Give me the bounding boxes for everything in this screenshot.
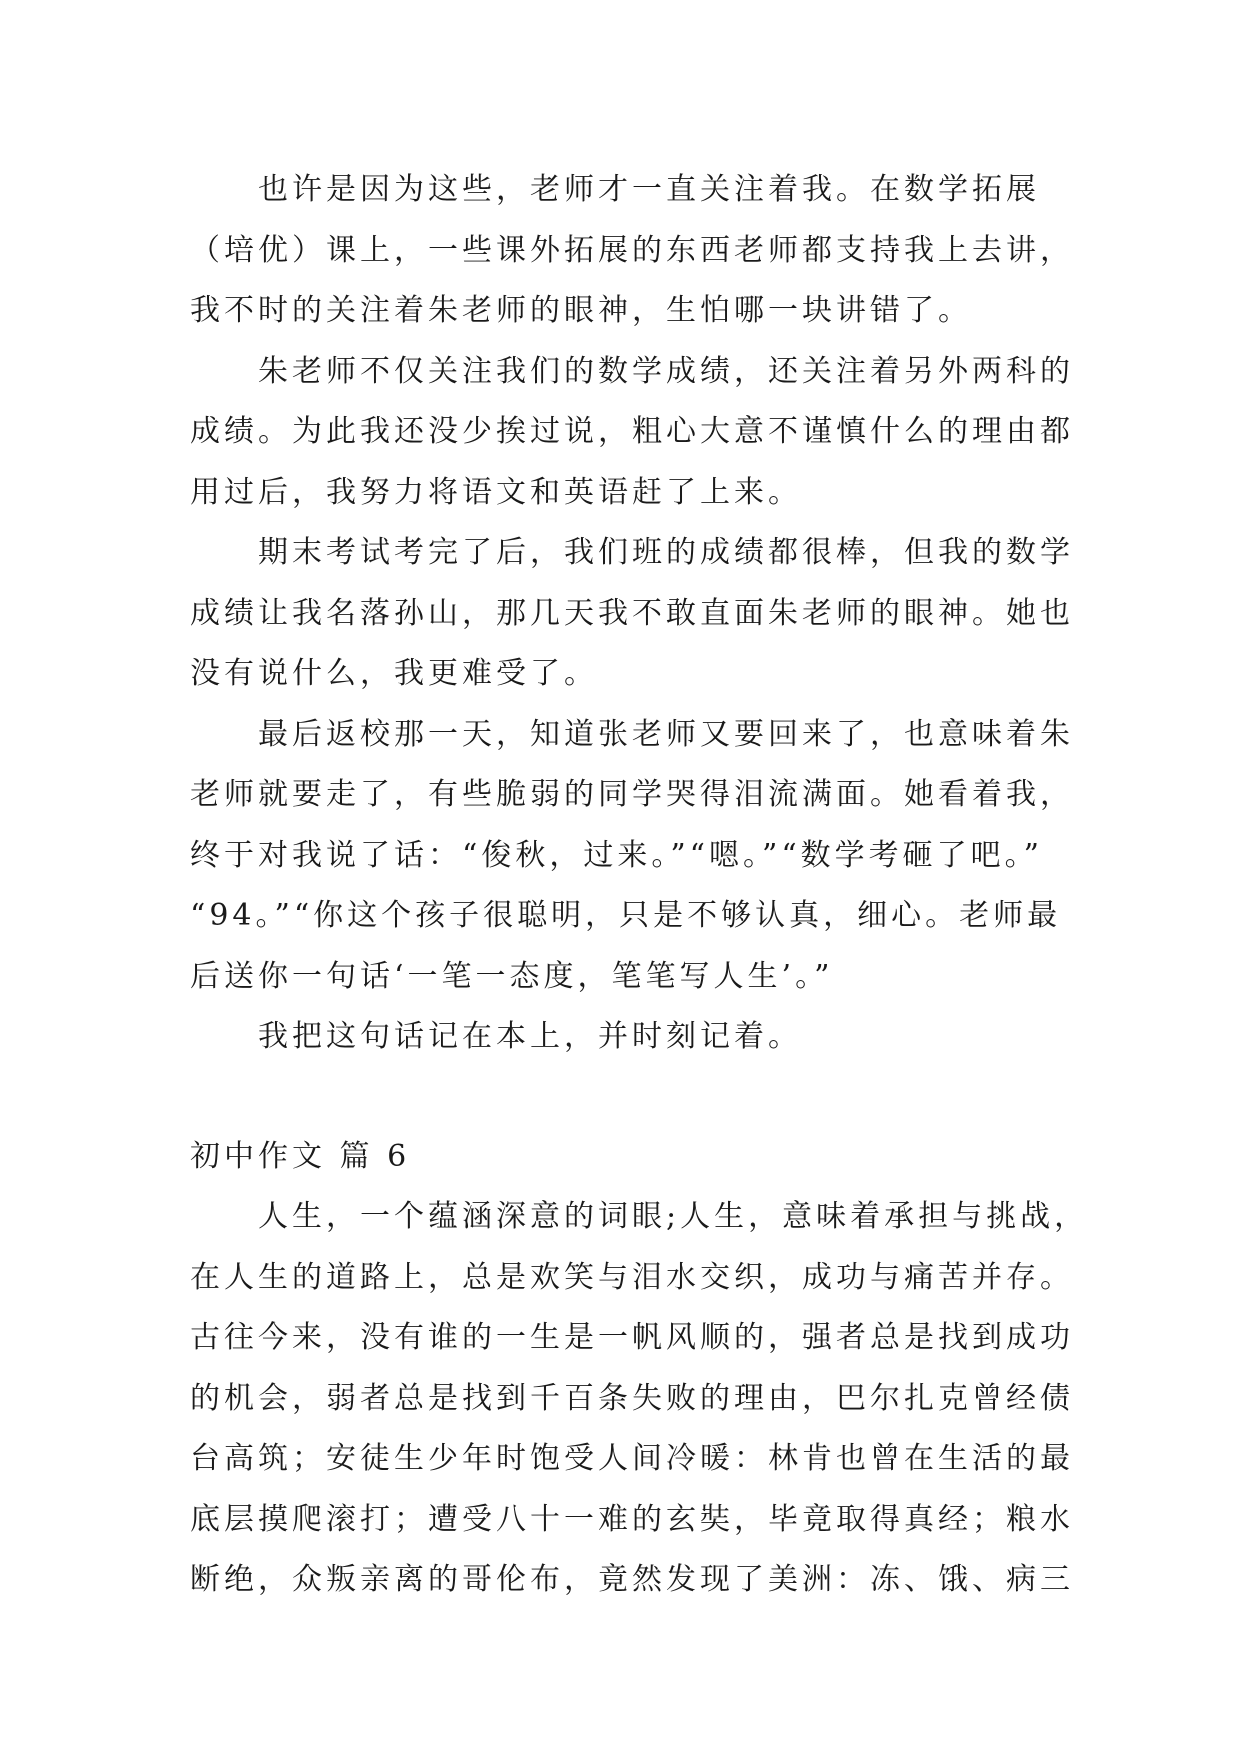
- text-line: 期末考试考完了后，我们班的成绩都很棒，但我的数学: [258, 535, 1074, 570]
- text-line: 老师就要走了，有些脆弱的同学哭得泪流满面。她看着我，: [190, 777, 1074, 812]
- text-line: 也许是因为这些，老师才一直关注着我。在数学拓展: [258, 172, 1040, 207]
- paragraph-other-subjects: [190, 342, 1074, 524]
- text-line: 最后返校那一天，知道张老师又要回来了，也意味着朱: [258, 716, 1074, 752]
- text-line: 断绝，众叛亲离的哥伦布，竟然发现了美洲：冻、饿、病三: [190, 1562, 1074, 1597]
- text-line: 成绩让我名落孙山，那几天我不敢直面朱老师的眼神。她也: [190, 595, 1074, 631]
- text-line: 用过后，我努力将语文和英语赶了上来。: [190, 474, 802, 510]
- paragraph-final-exam: [190, 523, 1074, 705]
- text-line: 的机会，弱者总是找到千百条失败的理由，巴尔扎克曾经债: [190, 1380, 1074, 1416]
- text-line: 人生，一个蕴涵深意的词眼;人生，意味着承担与挑战，: [258, 1199, 1089, 1234]
- text-line: 台高筑；安徒生少年时饱受人间冷暖：林肯也曾在生活的最: [190, 1441, 1074, 1476]
- text-line: 后送你一句话‘一笔一态度，笔笔写人生’。”: [190, 958, 834, 994]
- text-line: 成绩。为此我还没少挨过说，粗心大意不谨慎什么的理由都: [190, 414, 1074, 449]
- text-line: （培优）课上，一些课外拓展的东西老师都支持我上去讲，: [190, 232, 1074, 268]
- text-line: 我不时的关注着朱老师的眼神，生怕哪一块讲错了。: [190, 293, 972, 328]
- text-line: 底层摸爬滚打；遭受八十一难的玄奘，毕竟取得真经；粮水: [190, 1501, 1074, 1537]
- text-line: 我把这句话记在本上，并时刻记着。: [258, 1019, 802, 1054]
- text-line: 古往今来，没有谁的一生是一帆风顺的，强者总是找到成功: [190, 1320, 1074, 1355]
- text-line: “94。”“你这个孩子很聪明，只是不够认真，细心。老师最: [190, 898, 1062, 933]
- essay-heading: 初中作文 篇 6: [190, 1138, 411, 1174]
- paragraph-conclusion: [190, 1007, 1055, 1068]
- paragraph-life: [190, 1187, 1089, 1611]
- text-line: 在人生的道路上，总是欢笑与泪水交织，成功与痛苦并存。: [190, 1259, 1074, 1295]
- text-line: 终于对我说了话：“俊秋，过来。”“嗯。”“数学考砸了吧。”: [190, 837, 1044, 873]
- document-body: [190, 160, 1089, 1611]
- paragraph-farewell: [190, 705, 1074, 1008]
- paragraph-attention: [190, 160, 1074, 342]
- text-line: 没有说什么，我更难受了。: [190, 656, 598, 691]
- text-line: 朱老师不仅关注我们的数学成绩，还关注着另外两科的: [258, 353, 1074, 389]
